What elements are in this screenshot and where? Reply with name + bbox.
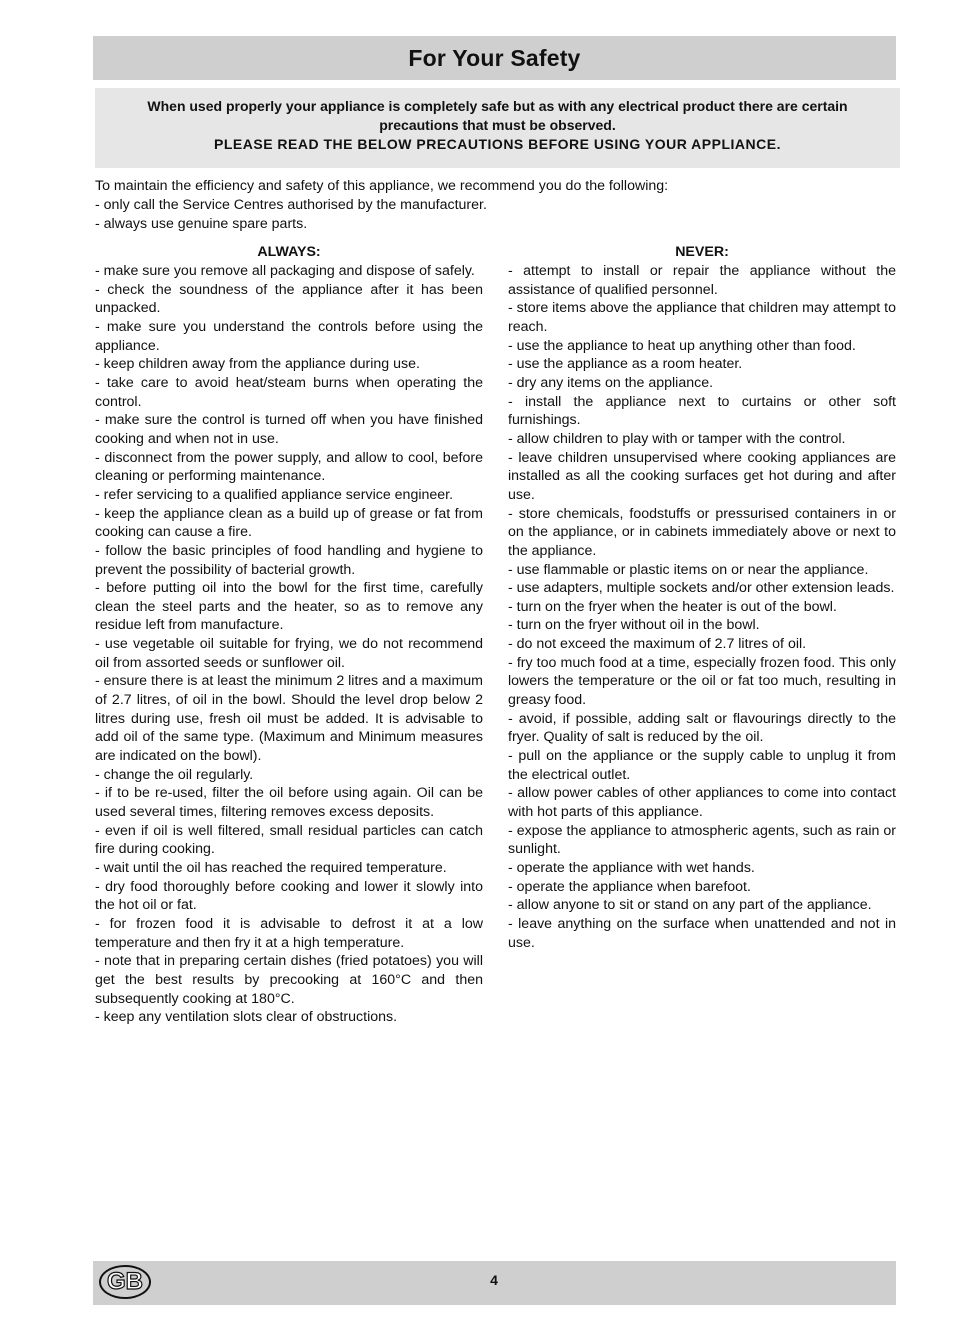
intro-text xyxy=(95,177,900,234)
never-item: - use adapters, multiple sockets and/or other extension leads. xyxy=(508,580,895,597)
always-item: - wait until the oil has reached the required temperature. xyxy=(95,860,447,876)
never-item: - allow power cables of other appliances to come into contact with hot parts of this appliance. xyxy=(508,785,896,821)
always-item: - make sure you remove all packaging and dispose of safely. xyxy=(95,263,475,279)
never-item: - expose the appliance to atmospheric agents, such as rain or sunlight. xyxy=(508,822,896,858)
language-badge: GB xyxy=(99,1265,151,1299)
never-column xyxy=(508,243,896,952)
always-item: - dry food thoroughly before cooking and lower it slowly into the hot oil or fat. xyxy=(95,878,483,914)
never-item: - turn on the fryer without oil in the bowl. xyxy=(508,617,760,634)
always-item: - before putting oil into the bowl for the first time, carefully clean the steel parts and the heater, so as to remove any residue left from manufacture. xyxy=(95,580,483,634)
never-item: - leave anything on the surface when unattended and not in use. xyxy=(508,915,896,951)
never-item: - leave children unsupervised where cooking appliances are installed as all the cooking surfaces get hot during and after use. xyxy=(508,449,896,503)
never-item: - allow anyone to sit or stand on any part of the appliance. xyxy=(508,897,872,914)
always-item: - make sure you understand the controls before using the appliance. xyxy=(95,318,483,354)
always-item: - keep the appliance clean as a build up of grease or fat from cooking can cause a fire. xyxy=(95,505,483,541)
intro-line: To maintain the efficiency and safety of this appliance, we recommend you do the following: xyxy=(95,178,669,194)
always-item: - ensure there is at least the minimum 2 litres and a maximum of 2.7 litres, of oil in the bowl. Should the level drop below 2 litres during use, fresh oil must be added. It is advisable to add oil of the same type. (Maximum and Minimum measures are indicated on the bowl). xyxy=(95,673,483,765)
always-item: - use vegetable oil suitable for frying, we do not recommend oil from assorted seeds or sunflower oil. xyxy=(95,636,483,671)
always-item: - change the oil regularly. xyxy=(95,766,254,783)
notice-statement: When used properly your appliance is completely safe but as with any electrical product there are certain precautions that must be observed. xyxy=(147,98,848,133)
always-item: - refer servicing to a qualified appliance service engineer. xyxy=(95,486,454,503)
always-column xyxy=(95,243,483,1027)
always-item: - keep any ventilation slots clear of obstructions. xyxy=(95,1009,398,1026)
safety-notice xyxy=(95,88,900,168)
always-item: - make sure the control is turned off when you have finished cooking and when not in use. xyxy=(95,412,483,447)
never-item: - use the appliance to heat up anything other than food. xyxy=(508,337,856,354)
intro-line: - always use genuine spare parts. xyxy=(95,216,308,232)
always-item: - if to be re-used, filter the oil before using again. Oil can be used several times, filtering removes excess deposits. xyxy=(95,785,483,821)
never-item: - allow children to play with or tamper with the control. xyxy=(508,430,846,447)
always-item: - check the soundness of the appliance after it has been unpacked. xyxy=(95,281,483,317)
never-item: - dry any items on the appliance. xyxy=(508,374,714,391)
never-item: - operate the appliance with wet hands. xyxy=(508,860,755,876)
never-item: - pull on the appliance or the supply cable to unplug it from the electrical outlet. xyxy=(508,748,896,783)
never-item: - do not exceed the maximum of 2.7 litres of oil. xyxy=(508,636,807,653)
never-item: - operate the appliance when barefoot. xyxy=(508,878,751,895)
always-item: - take care to avoid heat/steam burns when operating the control. xyxy=(95,374,483,410)
always-item: - for frozen food it is advisable to defrost it at a low temperature and then fry it at a high temperature. xyxy=(95,915,483,951)
never-item: - use the appliance as a room heater. xyxy=(508,356,743,373)
page-number: 4 xyxy=(490,1272,498,1288)
title-bar xyxy=(93,36,896,80)
never-item: - store chemicals, foodstuffs or pressurised containers in or on the appliance, or in cabinets immediately above or next to the appliance. xyxy=(508,505,896,559)
never-heading: NEVER: xyxy=(675,244,729,260)
page-title: For Your Safety xyxy=(408,44,581,71)
always-item: - even if oil is well filtered, small residual particles can catch fire during cooking. xyxy=(95,822,483,858)
never-item: - install the appliance next to curtains or other soft furnishings. xyxy=(508,393,896,429)
never-item: - fry too much food at a time, especially frozen food. This only lowers the temperature or the oil or fat too much, resulting in greasy food. xyxy=(508,654,896,709)
always-item: - keep children away from the appliance during use. xyxy=(95,356,420,373)
never-item: - use flammable or plastic items on or near the appliance. xyxy=(508,561,869,578)
always-item: - note that in preparing certain dishes (fried potatoes) you will get the best results by precooking at 160°C and then subsequently cooking at 180°C. xyxy=(95,953,483,1007)
never-item: - store items above the appliance that children may attempt to reach. xyxy=(508,300,896,335)
always-item: - follow the basic principles of food handling and hygiene to prevent the possibility of bacterial growth. xyxy=(95,542,483,578)
intro-line: - only call the Service Centres authorised by the manufacturer. xyxy=(95,197,487,213)
always-item: - disconnect from the power supply, and allow to cool, before cleaning or performing maintenance. xyxy=(95,449,483,485)
never-item: - turn on the fryer when the heater is out of the bowl. xyxy=(508,598,837,615)
notice-instruction: PLEASE READ THE BELOW PRECAUTIONS BEFORE USING YOUR APPLIANCE. xyxy=(214,136,781,152)
never-item: - attempt to install or repair the appliance without the assistance of qualified personnel. xyxy=(508,263,896,298)
always-heading: ALWAYS: xyxy=(257,244,321,260)
never-item: - avoid, if possible, adding salt or flavourings directly to the fryer. Quality of salt is reduced by the oil. xyxy=(508,710,896,746)
